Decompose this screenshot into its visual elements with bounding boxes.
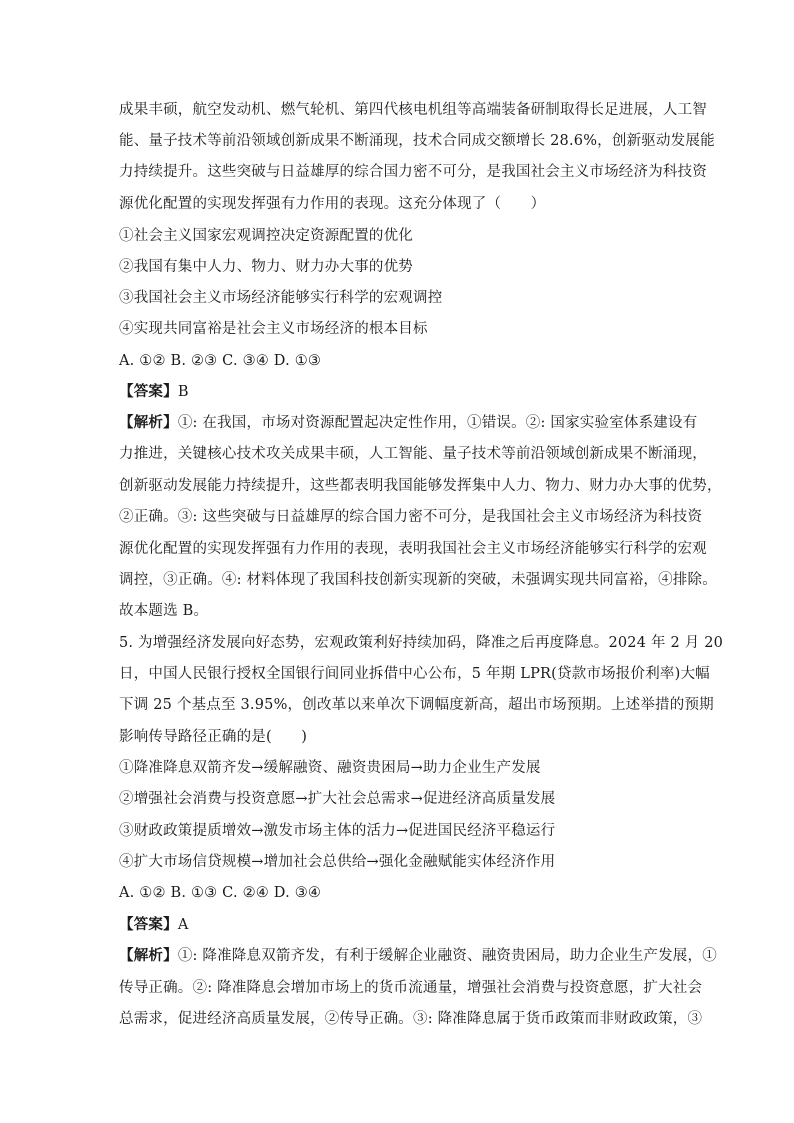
q4-analysis-line-7: 故本题选 B。 <box>119 603 209 619</box>
q5-option-3: ③财政政策提质增效→激发市场主体的活力→促进国民经济平稳运行 <box>119 823 556 839</box>
q5-analysis-line-3: 总需求，促进经济高质量发展，②传导正确。③: 降准降息属于货币政策而非财政政策，③ <box>119 1011 703 1027</box>
analysis-text: ①: 降准降息双箭齐发，有利于缓解企业融资、融资贵困局，助力企业生产发展，① <box>177 948 717 964</box>
q4-paragraph-line-4: 源优化配置的实现发挥强有力作用的表现。这充分体现了（ ） <box>119 196 546 212</box>
q5-stem-line-2: 日，中国人民银行授权全国银行间同业拆借中心公布，5 年期 LPR(贷款市场报价利率)大幅 <box>119 666 710 682</box>
q5-stem-line-3: 下调 25 个基点至 3.95%，创改革以来单次下调幅度新高，超出市场预期。上述举措的预期 <box>119 697 714 713</box>
answer-value: A <box>177 917 189 933</box>
analysis-text: ①: 在我国，市场对资源配置起决定性作用，①错误。②: 国家实验室体系建设有 <box>177 415 698 431</box>
q5-analysis-line-1 <box>119 946 717 966</box>
analysis-label: 【解析】 <box>119 947 178 964</box>
q4-analysis-line-2: 力推进，关键核心技术攻关成果丰硕，人工智能、量子技术等前沿领域创新成果不断涌现， <box>119 446 707 462</box>
q5-option-4: ④扩大市场信贷规模→增加社会总供给→强化金融赋能实体经济作用 <box>119 854 556 870</box>
q4-analysis-line-1 <box>119 413 698 433</box>
q5-analysis-line-2: 传导正确。②: 降准降息会增加市场上的货币流通量，增强社会消费与投资意愿，扩大社会 <box>119 980 703 996</box>
q5-stem-line-1: 5. 为增强经济发展向好态势，宏观政策利好持续加码，降准之后再度降息。2024 年 2 月 20 <box>119 635 724 651</box>
q4-answer <box>119 382 679 402</box>
q4-option-4: ④实现共同富裕是社会主义市场经济的根本目标 <box>119 321 428 337</box>
q4-paragraph-line-2: 能、量子技术等前沿领域创新成果不断涌现，技术合同成交额增长 28.6%，创新驱动发展能 <box>119 133 715 149</box>
q5-option-2: ②增强社会消费与投资意愿→扩大社会总需求→促进经济高质量发展 <box>119 791 556 807</box>
q4-analysis-line-4: ②正确。③: 这些突破与日益雄厚的综合国力密不可分，是我国社会主义市场经济为科技资 <box>119 509 703 525</box>
q4-analysis-line-5: 源优化配置的实现发挥强有力作用的表现，表明我国社会主义市场经济能够实行科学的宏观 <box>119 541 707 557</box>
answer-value: B <box>177 384 189 400</box>
answer-label: 【答案】 <box>119 916 178 933</box>
q4-option-3: ③我国社会主义市场经济能够实行科学的宏观调控 <box>119 290 443 306</box>
q5-stem-line-4: 影响传导路径正确的是( ) <box>119 729 308 745</box>
q5-answer <box>119 915 679 935</box>
q4-paragraph-line-3: 力持续提升。这些突破与日益雄厚的综合国力密不可分，是我国社会主义市场经济为科技资 <box>119 164 707 180</box>
answer-label: 【答案】 <box>119 383 178 400</box>
q5-choices: A. ①② B. ①③ C. ②④ D. ③④ <box>119 885 322 901</box>
q4-analysis-line-3: 创新驱动发展能力持续提升，这些都表明我国能够发挥集中人力、物力、财力办大事的优势， <box>119 478 722 494</box>
q5-option-1: ①降准降息双箭齐发→缓解融资、融资贵困局→助力企业生产发展 <box>119 760 541 776</box>
q4-paragraph-line-1: 成果丰硕，航空发动机、燃气轮机、第四代核电机组等高端装备研制取得长足进展，人工智 <box>119 102 707 118</box>
q4-choices: A. ①② B. ②③ C. ③④ D. ①③ <box>119 353 322 369</box>
q4-option-1: ①社会主义国家宏观调控决定资源配置的优化 <box>119 228 413 244</box>
q4-option-2: ②我国有集中人力、物力、财力办大事的优势 <box>119 259 413 275</box>
analysis-label: 【解析】 <box>119 414 178 431</box>
q4-analysis-line-6: 调控，③正确。④: 材料体现了我国科技创新实现新的突破，未强调实现共同富裕，④排除。 <box>119 572 717 588</box>
